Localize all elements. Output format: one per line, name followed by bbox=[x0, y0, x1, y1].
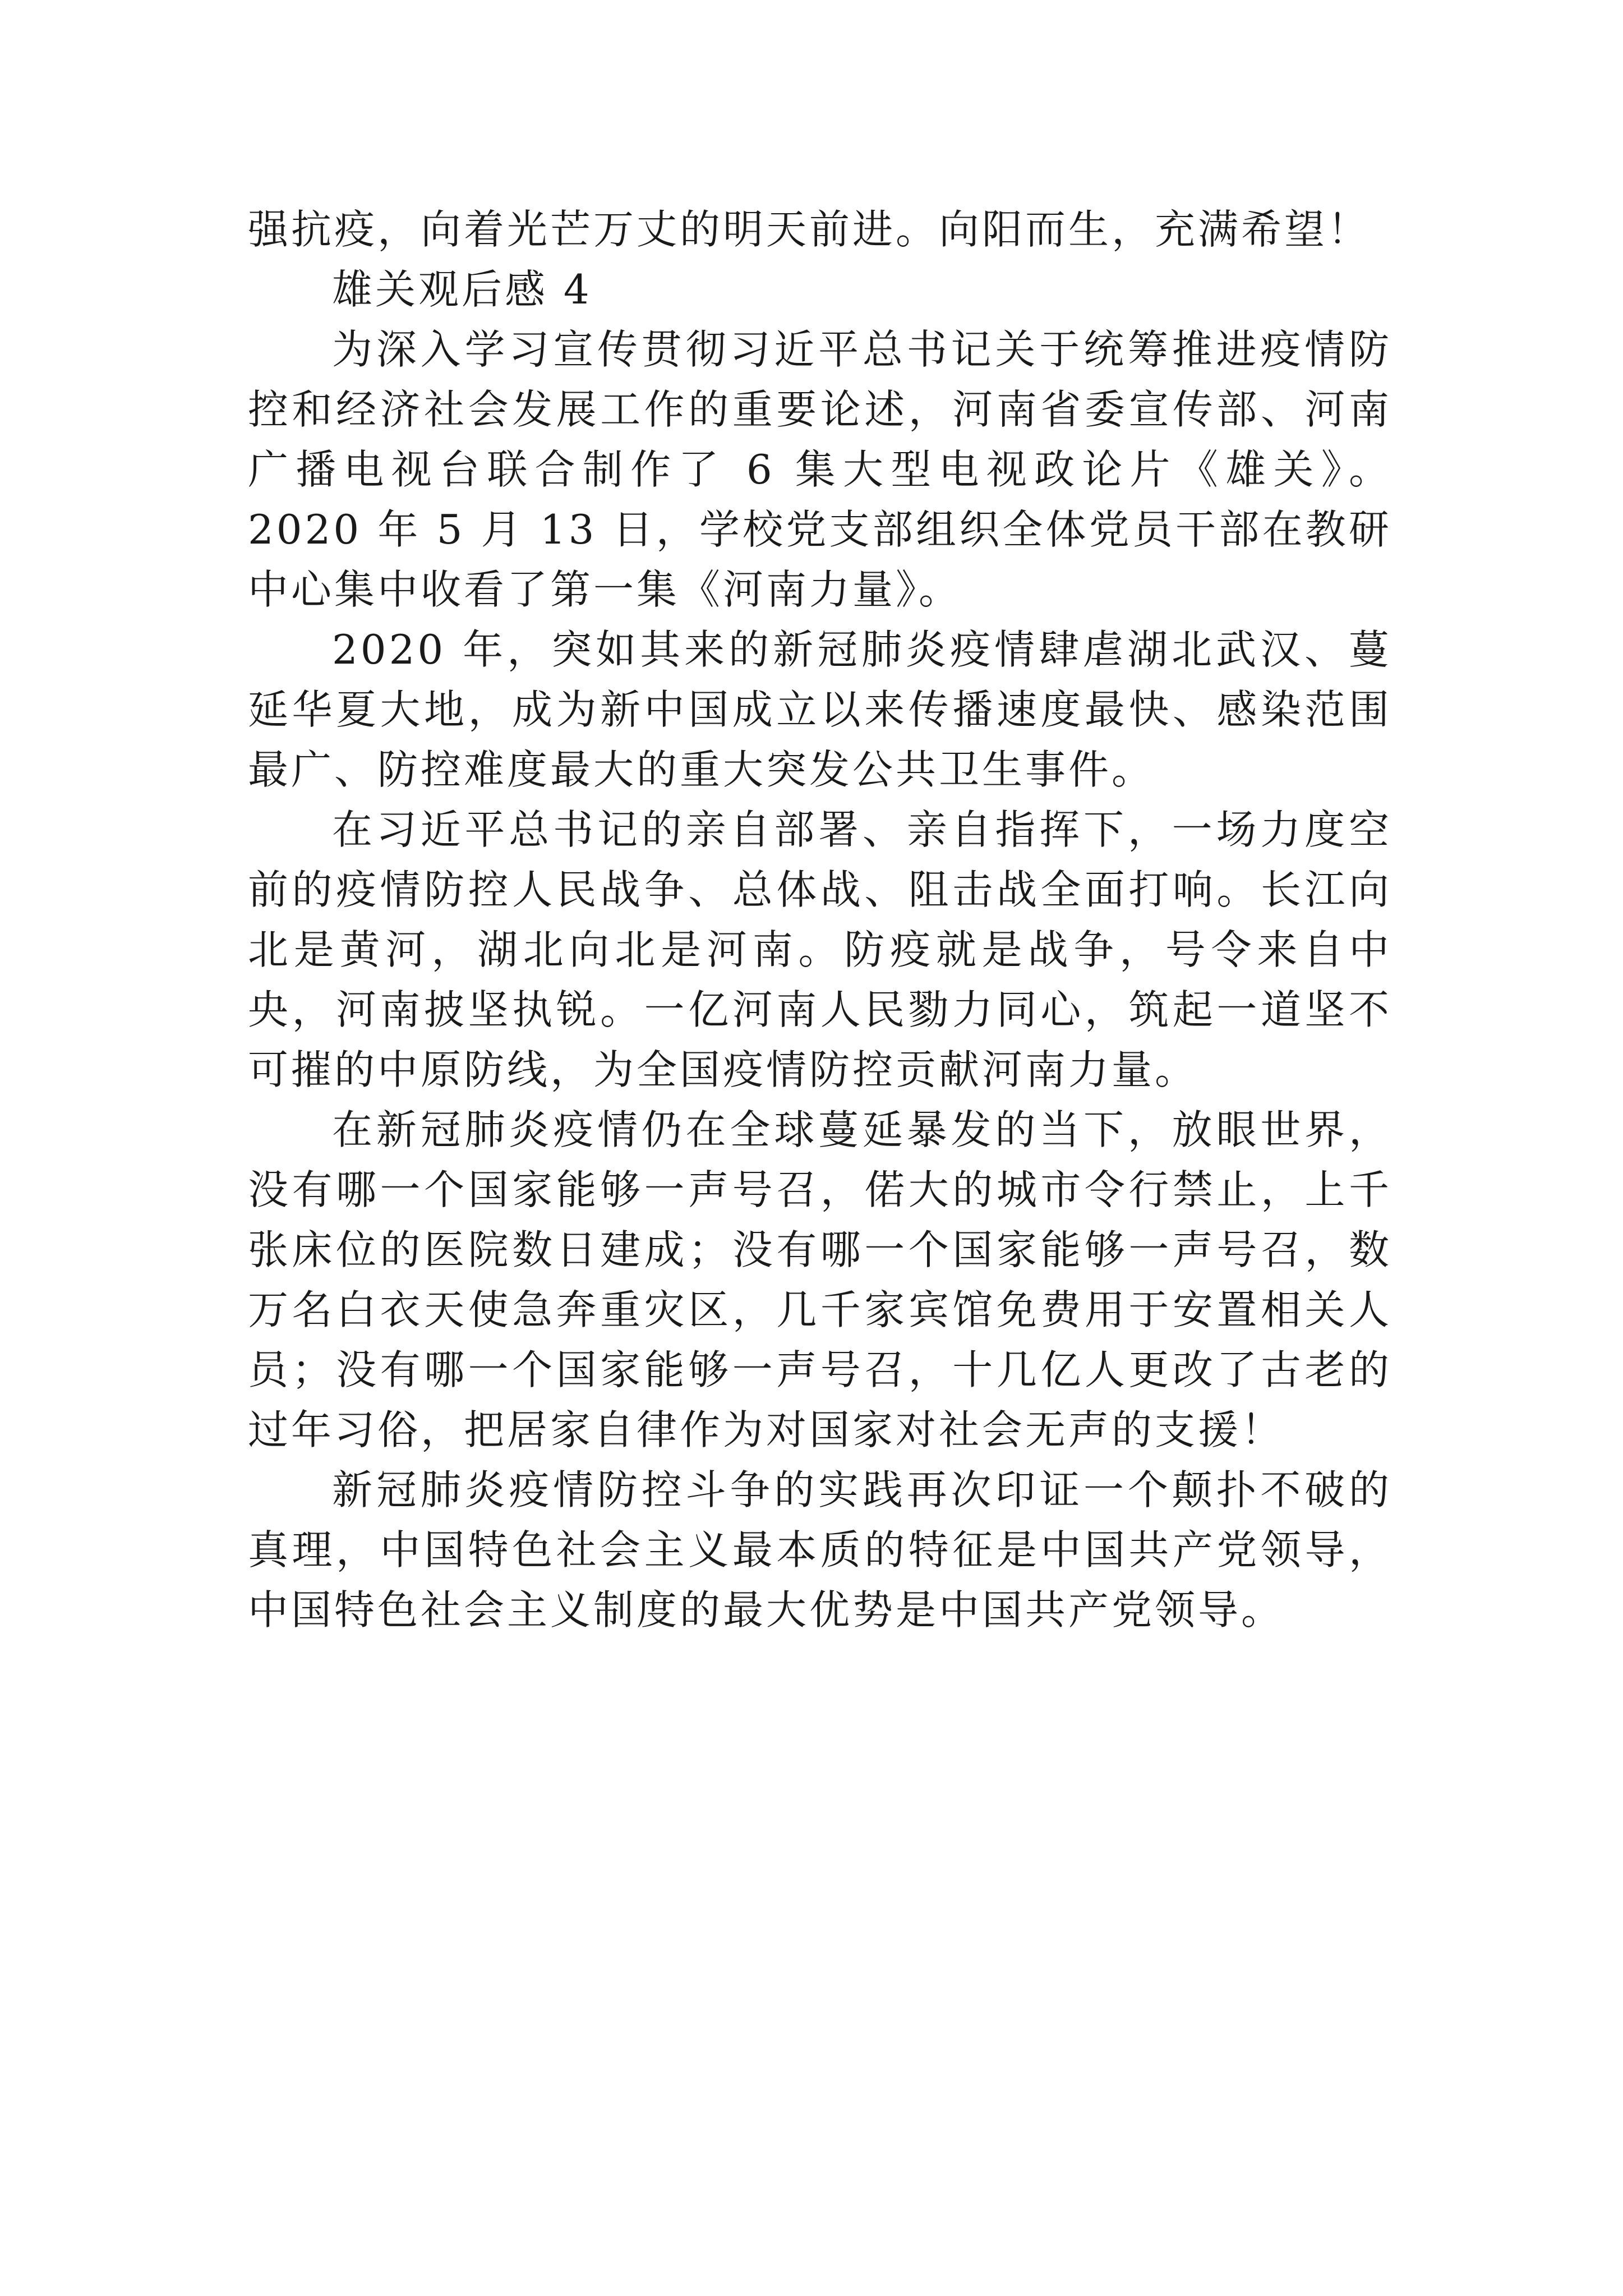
paragraph: 新冠肺炎疫情防控斗争的实践再次印证一个颠扑不破的真理，中国特色社会主义最本质的特征是中国共产党领导，中国特色社会主义制度的最大优势是中国共产党领导。 bbox=[248, 1466, 1392, 1634]
paragraph: 在新冠肺炎疫情仍在全球蔓延暴发的当下，放眼世界，没有哪一个国家能够一声号召，偌大的城市令行禁止，上千张床位的医院数日建成；没有哪一个国家能够一声号召，数万名白衣天使急奔重灾区，几千家宾馆免费用于安置相关人员；没有哪一个国家能够一声号召，十几亿人更改了古老的过年习俗，把居家自律作为对国家对社会无声的支援！ bbox=[248, 1106, 1392, 1453]
lead-line: 强抗疫，向着光芒万丈的明天前进。向阳而生，充满希望！ bbox=[248, 206, 1371, 253]
document-body bbox=[248, 200, 1392, 1640]
section-title: 雄关观后感 4 bbox=[332, 266, 592, 313]
paragraph: 2020 年，突如其来的新冠肺炎疫情肆虐湖北武汉、蔓延华夏大地，成为新中国成立以来传播速度最快、感染范围最广、防控难度最大的重大突发公共卫生事件。 bbox=[248, 626, 1392, 793]
paragraph: 为深入学习宣传贯彻习近平总书记关于统筹推进疫情防控和经济社会发展工作的重要论述，河南省委宣传部、河南广播电视台联合制作了 6 集大型电视政论片《雄关》。2020 年 5 月 13 日，学校党支部组织全体党员干部在教研中心集中收看了第一集《河南力量》。 bbox=[248, 326, 1392, 613]
paragraph: 在习近平总书记的亲自部署、亲自指挥下，一场力度空前的疫情防控人民战争、总体战、阻击战全面打响。长江向北是黄河，湖北向北是河南。防疫就是战争，号令来自中央，河南披坚执锐。一亿河南人民勠力同心，筑起一道坚不可摧的中原防线，为全国疫情防控贡献河南力量。 bbox=[248, 806, 1392, 1093]
